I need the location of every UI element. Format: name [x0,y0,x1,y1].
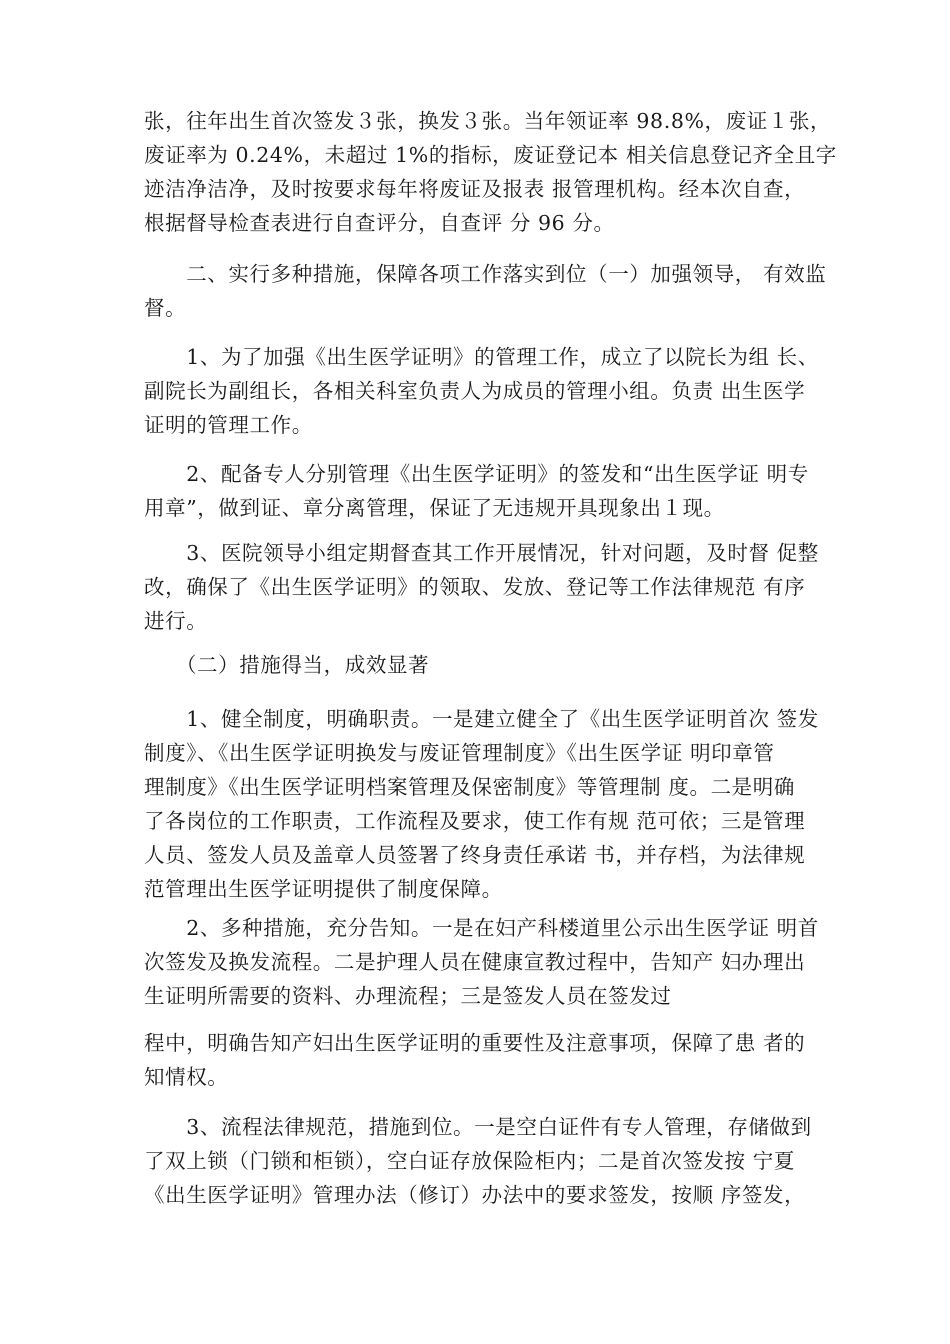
subsection-heading-2 [144,648,834,682]
paragraph-measure-2-continued [144,1026,834,1094]
text-line: 理制度》《出生医学证明档案管理及保密制度》等管理制 度。二是明确 [144,775,795,799]
text-line: 根据督导检查表进行自查评分，自查评 分 96 分。 [144,211,615,235]
text-line: 副院长为副组长，各相关科室负责人为成员的管理小组。负责 出生医学 [144,379,806,403]
paragraph-measure-1 [144,702,834,906]
text-line: 程中，明确告知产妇出生医学证明的重要性及注意事项，保障了患 者的 [144,1031,806,1055]
text-line: （二）措施得当，成效显著 [144,653,430,677]
text-line: 制度》、《出生医学证明换发与废证管理制度》《出生医学证 明印章管 [144,741,775,765]
paragraph-item-2 [144,457,834,525]
text-line: 用章”，做到证、章分离管理，保证了无违规开具现象出１现。 [144,496,725,520]
paragraph-summary [144,104,837,240]
text-line: 《出生医学证明》管理办法（修订）办法中的要求签发，按顺 序签发， [144,1183,806,1207]
paragraph-item-1 [144,340,834,442]
section-heading-2 [144,257,834,325]
text-line: 1、健全制度，明确职责。一是建立健全了《出生医学证明首次 签发 [144,707,819,731]
paragraph-item-3 [144,536,834,638]
text-line: 2、配备专人分别管理《出生医学证明》的签发和“出生医学证 明专 [144,462,809,486]
text-line: 了双上锁（门锁和柜锁），空白证存放保险柜内；二是首次签发按 宁夏 [144,1149,795,1173]
text-line: 了各岗位的工作职责，工作流程及要求，使工作有规 范可依；三是管理 [144,809,806,833]
text-line: 废证率为 0.24%，未超过 1%的指标，废证登记本 相关信息登记齐全且字 [144,143,837,167]
text-line: 人员、签发人员及盖章人员签署了终身责任承诺 书，并存档，为法律规 [144,843,806,867]
text-line: 张，往年出生首次签发３张，换发３张。当年领证率 98.8%，废证１张， [144,109,832,133]
paragraph-measure-2 [144,911,834,1013]
text-line: 3、医院领导小组定期督查其工作开展情况，针对问题，及时督 促整 [144,541,819,565]
text-line: 二、实行多种措施，保障各项工作落实到位（一）加强领导， 有效监 [144,262,827,286]
text-line: 督。 [144,296,187,320]
text-line: 范管理出生医学证明提供了制度保障。 [144,877,503,901]
text-line: 3、流程法律规范，措施到位。一是空白证件有专人管理，存储做到 [144,1115,812,1139]
text-line: 1、为了加强《出生医学证明》的管理工作，成立了以院长为组 长、 [144,345,819,369]
text-line: 知情权。 [144,1065,229,1089]
text-line: 生证明所需要的资料、办理流程；三是签发人员在签发过 [144,984,672,1008]
paragraph-measure-3 [144,1110,834,1212]
text-line: 迹洁净洁净，及时按要求每年将废证及报表 报管理机构。经本次自查， [144,177,806,201]
text-line: 2、多种措施，充分告知。一是在妇产科楼道里公示出生医学证 明首 [144,916,819,940]
text-line: 进行。 [144,609,208,633]
text-line: 次签发及换发流程。二是护理人员在健康宣教过程中，告知产 妇办理出 [144,950,806,974]
text-line: 改，确保了《出生医学证明》的领取、发放、登记等工作法律规范 有序 [144,575,806,599]
text-line: 证明的管理工作。 [144,413,313,437]
